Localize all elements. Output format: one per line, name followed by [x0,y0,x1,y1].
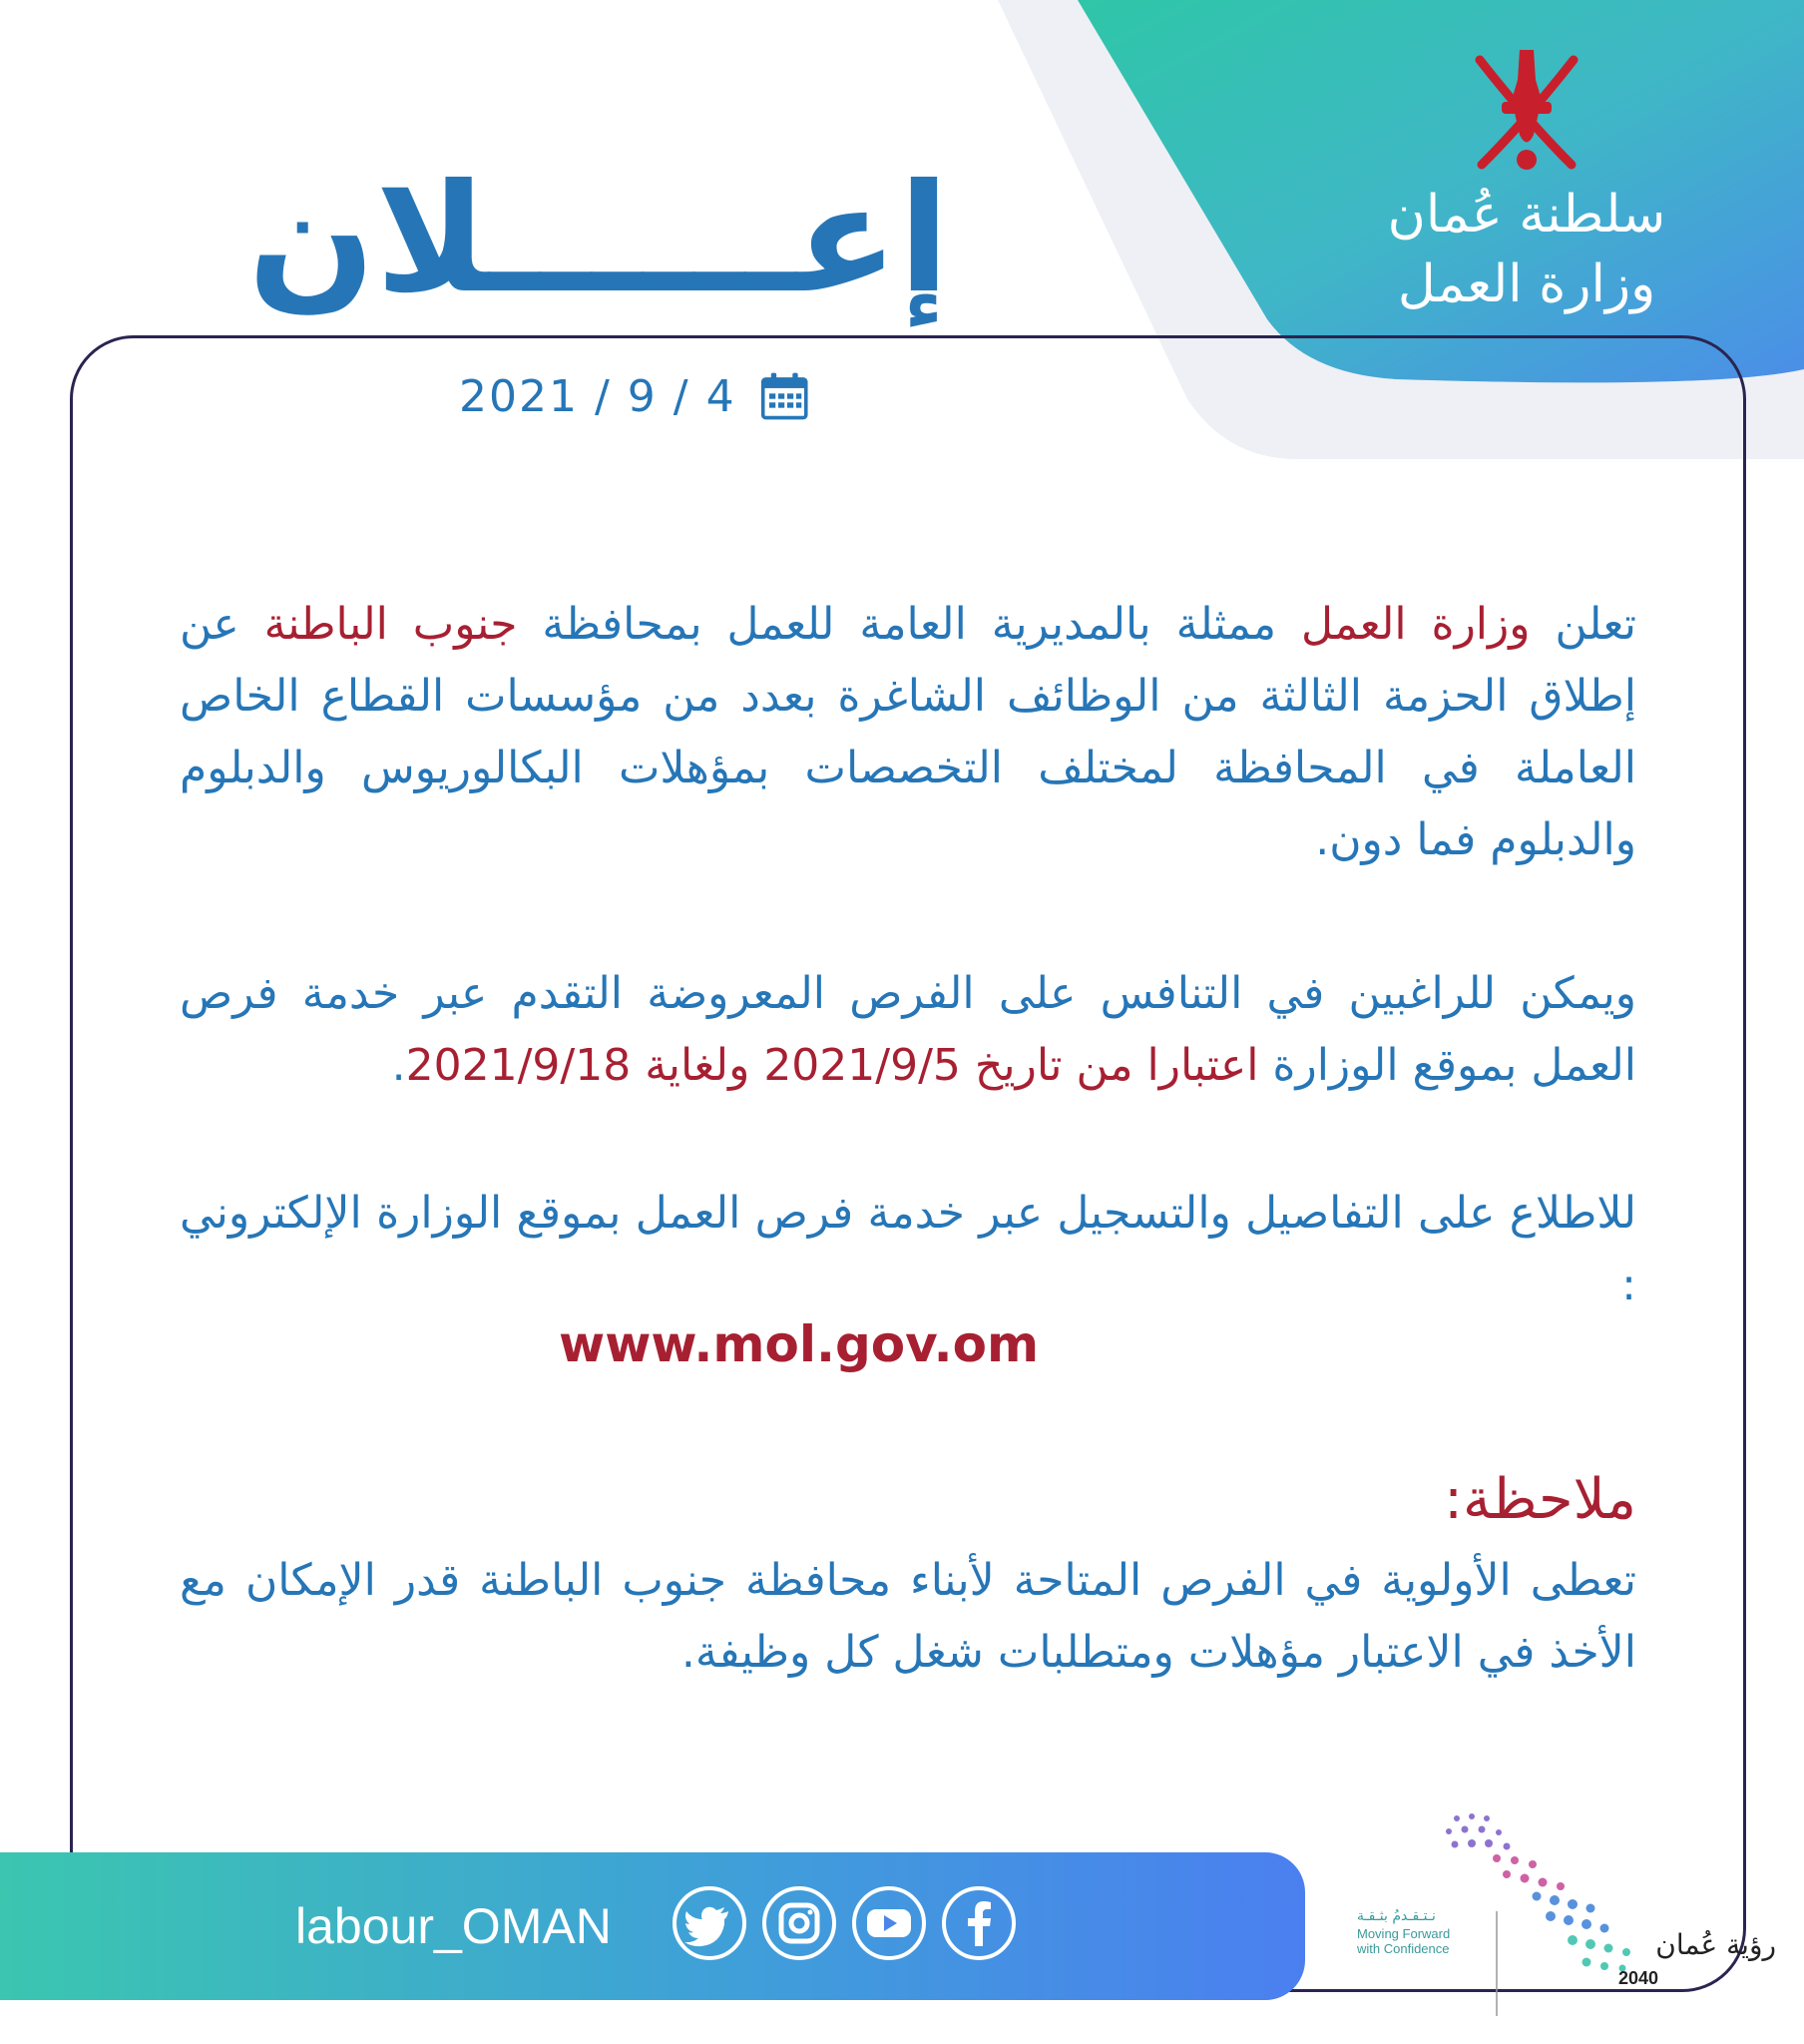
vision-year: 2040 [1618,1968,1659,1988]
logo-text-ministry: وزارة العمل [1397,255,1656,314]
note-heading: ملاحظة: [1444,1467,1636,1532]
footer-bar [0,1852,1305,2000]
calendar-icon [760,369,808,423]
p2-text-2: . [391,1040,406,1091]
p1-governorate-highlight: جنوب الباطنة [263,599,518,650]
slogan-line-2: with Confidence [1357,1941,1450,1956]
logo-text-sultanate: سلطنة عُمان [1387,185,1666,245]
social-handle[interactable]: labour_OMAN [295,1898,612,1954]
website-link[interactable]: www.mol.gov.om [559,1315,1040,1373]
p2-dates-highlight: اعتبارا من تاريخ 2021/9/5 ولغاية 2021/9/18 [405,1040,1259,1091]
slogan-arabic: نـتـقـدمُ بثـقـة [1357,1908,1436,1924]
paragraph-announcement [180,589,1636,876]
page-title: إعــــــلان [247,153,950,326]
oman-vision-logo [1337,1796,1776,2036]
date-text: 2021 / 9 / 4 [459,370,736,422]
p1-text-2: ممثلة بالمديرية العامة للعمل بمحافظة [517,599,1301,650]
announcement-date [459,361,808,431]
paragraph-application [180,958,1636,1102]
note-paragraph: تعطى الأولوية في الفرص المتاحة لأبناء محافظة جنوب الباطنة قدر الإمكان مع الأخذ في الاعتبار مؤهلات ومتطلبات شغل كل وظيفة. [180,1555,1636,1678]
p1-text-1: تعلن [1530,599,1636,650]
twitter-icon[interactable] [671,1884,748,1962]
content-frame [70,335,1746,1992]
facebook-icon[interactable] [940,1884,1018,1962]
paragraph-details: للاطلاع على التفاصيل والتسجيل عبر خدمة فرص العمل بموقع الوزارة الإلكتروني : [180,1188,1636,1310]
vision-title: رؤية عُمان [1655,1928,1776,1961]
instagram-icon[interactable] [760,1884,838,1962]
p2-text-1: ويمكن للراغبين في التنافس على الفرص المعروضة التقدم عبر خدمة فرص العمل بموقع الوزارة [180,968,1636,1091]
youtube-icon[interactable] [850,1884,928,1962]
oman-emblem-icon [1462,40,1591,180]
ministry-logo [1327,40,1726,359]
slogan-english [1357,1926,1477,1956]
p1-text-3: عن إطلاق الحزمة الثالثة من الوظائف الشاغرة بعدد من مؤسسات القطاع الخاص العاملة في المحافظة لمختلف التخصصات بمؤهلات البكالوريوس والدبلوم والدبلوم فما دون. [180,599,1636,865]
slogan-line-1: Moving Forward [1357,1926,1451,1941]
p1-ministry-highlight: وزارة العمل [1300,599,1531,650]
